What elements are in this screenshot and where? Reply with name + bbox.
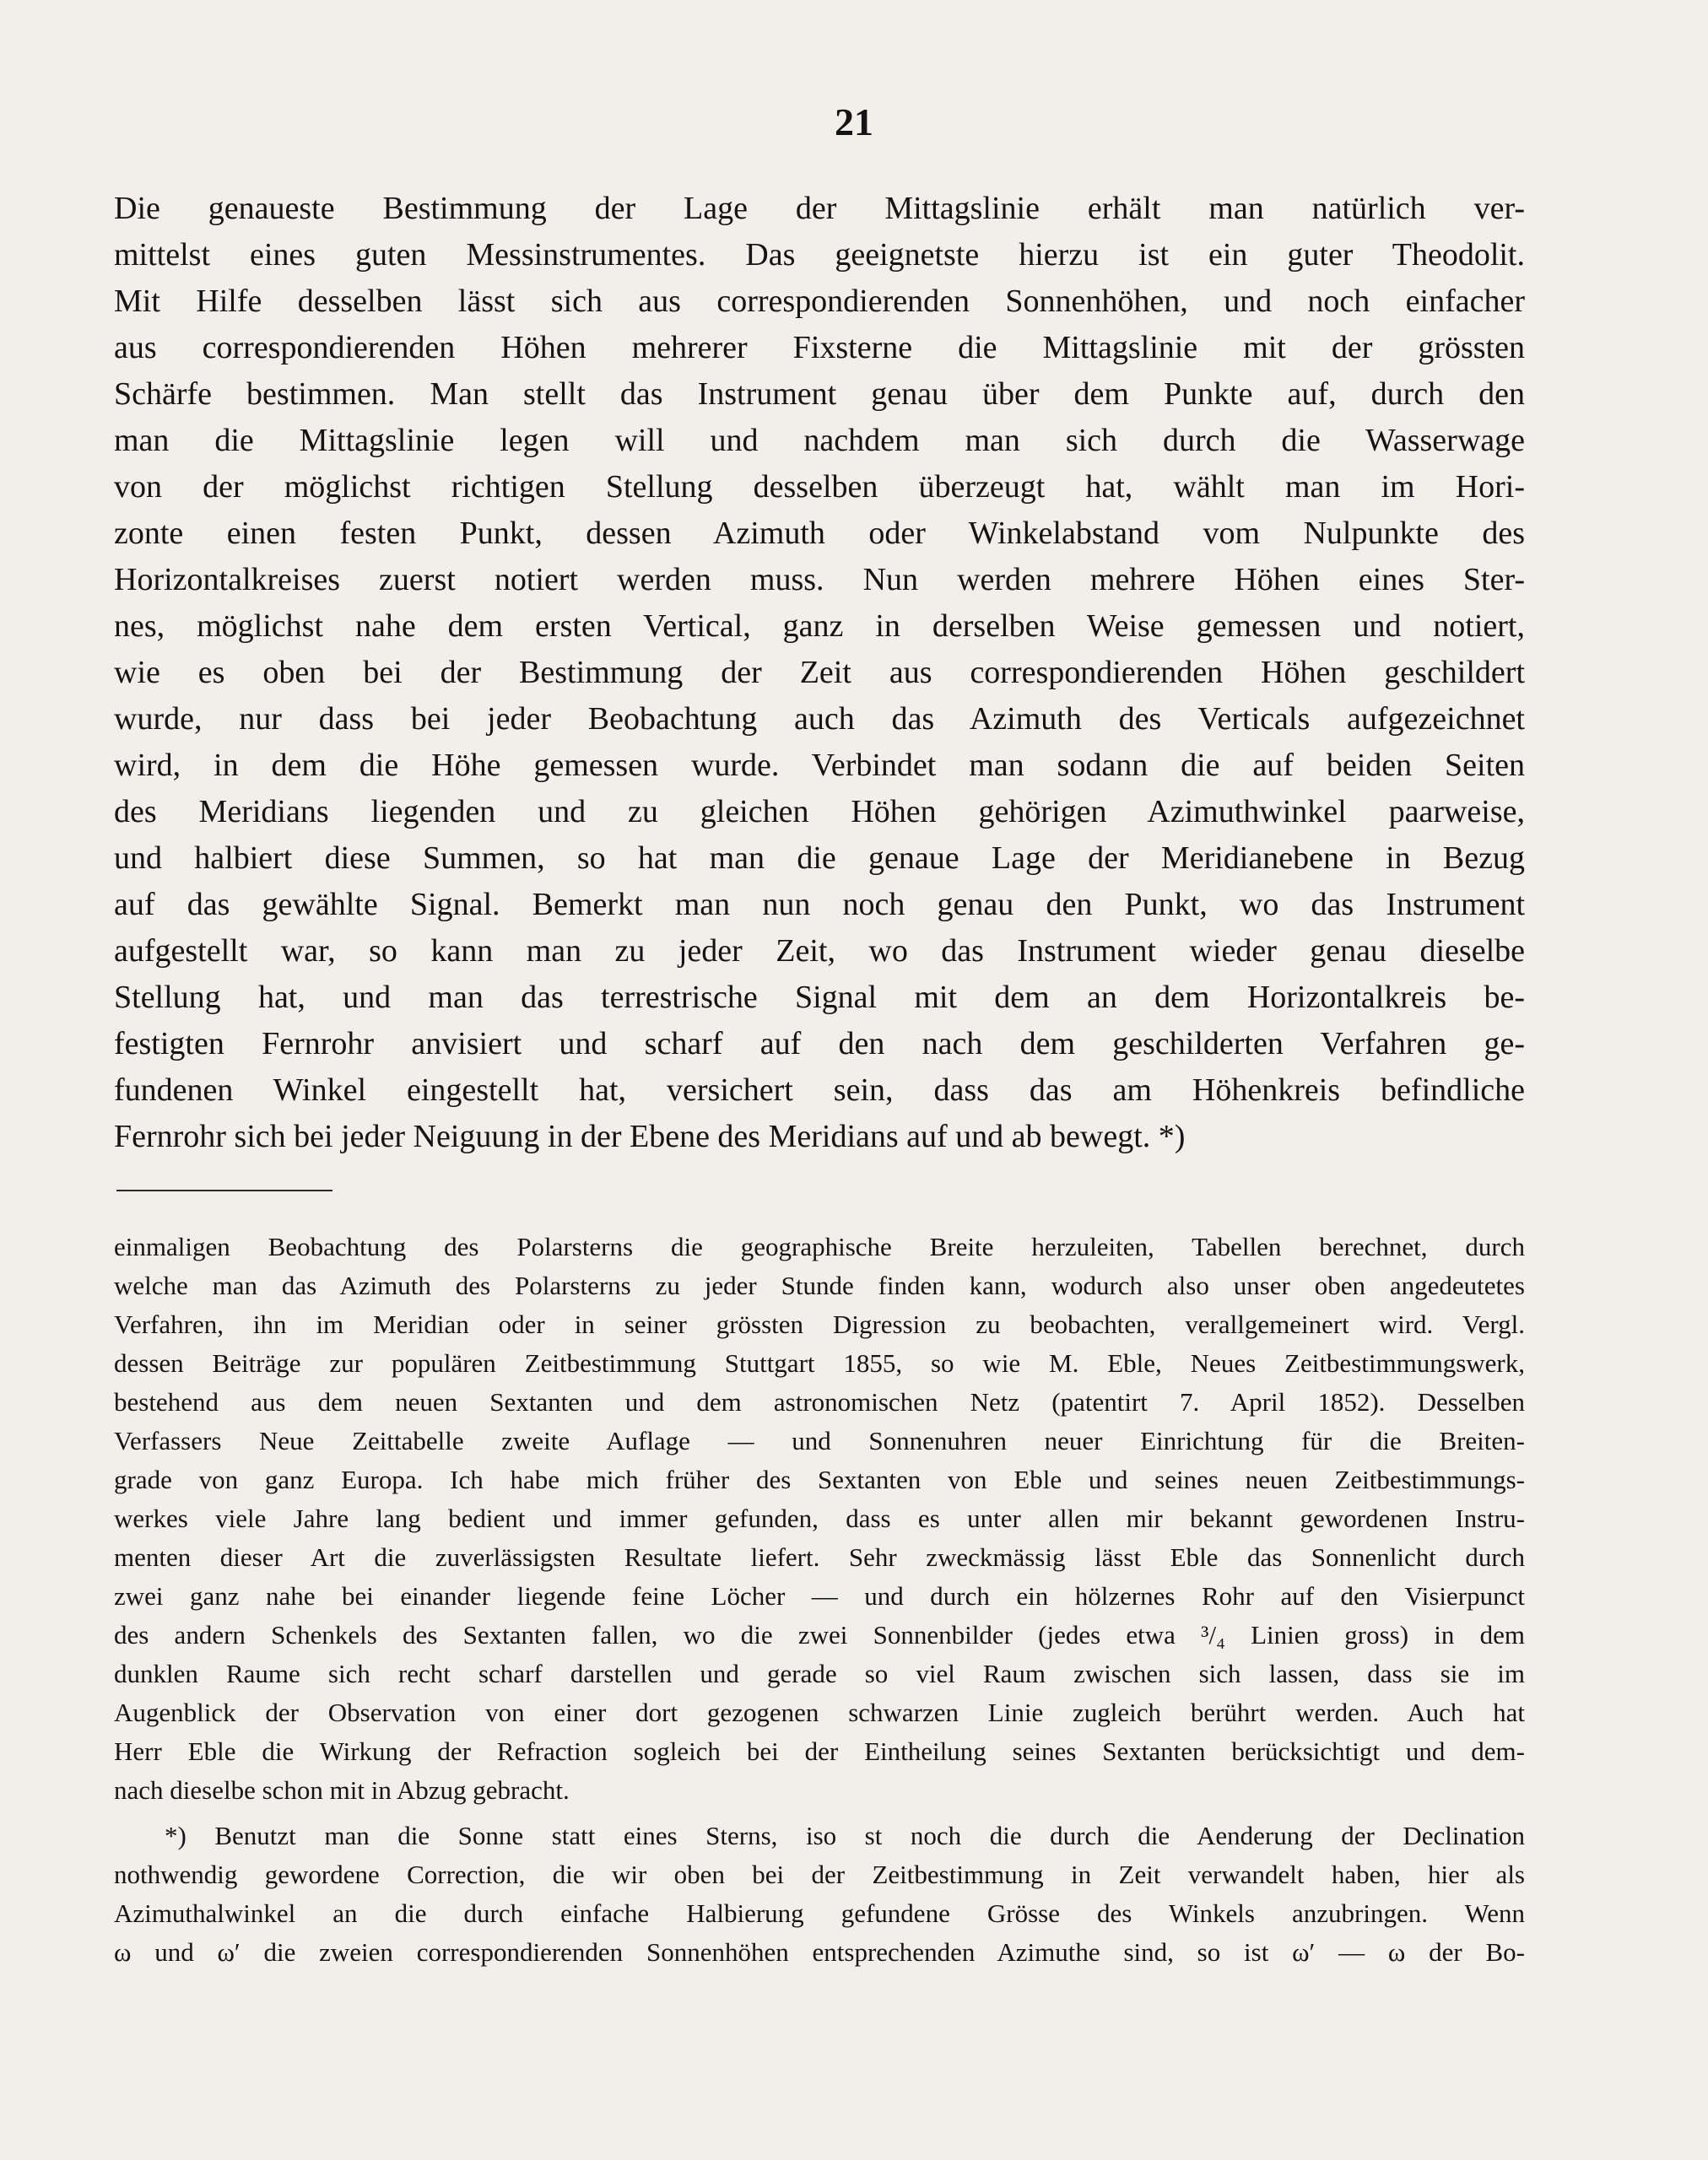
footnote-line: menten dieser Art die zuverlässigsten Resultate liefert. Sehr zweckmässig lässt Eble das Sonnenlicht durch bbox=[114, 1542, 1525, 1572]
footnote-divider bbox=[116, 1190, 332, 1191]
footnote-line: Herr Eble die Wirkung der Refraction sogleich bei der Eintheilung seines Sextanten berücksichtigt und dem- bbox=[114, 1736, 1525, 1766]
footnote-line: Verfahren, ihn im Meridian oder in seiner grössten Digression zu beobachten, verallgemeinert wird. Vergl. bbox=[114, 1310, 1525, 1339]
text-line: Die genaueste Bestimmung der Lage der Mittagslinie erhält man natürlich ver- bbox=[114, 191, 1525, 226]
footnote-line: Augenblick der Observation von einer dort gezogenen schwarzen Linie zugleich berührt werden. Auch hat bbox=[114, 1698, 1525, 1727]
footnote-line: dunklen Raume sich recht scharf darstellen und gerade so viel Raum zwischen sich lassen, dass sie im bbox=[114, 1659, 1525, 1688]
text-line: Horizontalkreises zuerst notiert werden muss. Nun werden mehrere Höhen eines Ster- bbox=[114, 562, 1525, 597]
text-line: Mit Hilfe desselben lässt sich aus correspondierenden Sonnenhöhen, und noch einfacher bbox=[114, 284, 1525, 319]
text-line: Schärfe bestimmen. Man stellt das Instrument genau über dem Punkte auf, durch den bbox=[114, 376, 1525, 412]
footnote-line: bestehend aus dem neuen Sextanten und dem astronomischen Netz (patentirt 7. April 1852). Desselben bbox=[114, 1387, 1525, 1417]
text-line: mittelst eines guten Messinstrumentes. Das geeignetste hierzu ist ein guter Theodolit. bbox=[114, 237, 1525, 273]
footnote-star-line: Azimuthalwinkel an die durch einfache Halbierung gefundene Grösse des Winkels anzubringen. Wenn bbox=[114, 1898, 1525, 1928]
text-line: zonte einen festen Punkt, dessen Azimuth oder Winkelabstand vom Nulpunkte des bbox=[114, 516, 1525, 551]
text-line: Fernrohr sich bei jeder Neiguung in der Ebene des Meridians auf und ab bewegt. *) bbox=[114, 1119, 1186, 1154]
text-line: nes, möglichst nahe dem ersten Vertical, ganz in derselben Weise gemessen und notiert, bbox=[114, 608, 1525, 644]
footnote-star-line: ω und ω′ die zweien correspondierenden Sonnenhöhen entsprechenden Azimuthe sind, so ist ω′ — ω der Bo- bbox=[114, 1937, 1525, 1967]
footnote-line: einmaligen Beobachtung des Polarsterns die geographische Breite herzuleiten, Tabellen berechnet, durch bbox=[114, 1232, 1525, 1261]
footnote-line: des andern Schenkels des Sextanten fallen, wo die zwei Sonnenbilder (jedes etwa ³/₄ Linien gross) in dem bbox=[114, 1620, 1525, 1650]
text-line: fundenen Winkel eingestellt hat, versichert sein, dass das am Höhenkreis befindliche bbox=[114, 1072, 1525, 1108]
text-line: des Meridians liegenden und zu gleichen Höhen gehörigen Azimuthwinkel paarweise, bbox=[114, 794, 1525, 829]
text-line: und halbiert diese Summen, so hat man die genaue Lage der Meridianebene in Bezug bbox=[114, 840, 1525, 876]
text-line: auf das gewählte Signal. Bemerkt man nun noch genau den Punkt, wo das Instrument bbox=[114, 887, 1525, 922]
text-line: wie es oben bei der Bestimmung der Zeit aus correspondierenden Höhen geschildert bbox=[114, 655, 1525, 690]
text-line: wurde, nur dass bei jeder Beobachtung auch das Azimuth des Verticals aufgezeichnet bbox=[114, 701, 1525, 737]
footnotes bbox=[114, 1228, 1525, 1972]
footnote-line: grade von ganz Europa. Ich habe mich früher des Sextanten von Eble und seines neuen Zeitbestimmungs- bbox=[114, 1465, 1525, 1494]
footnote-line: dessen Beiträge zur populären Zeitbestimmung Stuttgart 1855, so wie M. Eble, Neues Zeitbestimmungswerk, bbox=[114, 1348, 1525, 1378]
text-line: Stellung hat, und man das terrestrische Signal mit dem an dem Horizontalkreis be- bbox=[114, 980, 1525, 1015]
footnote-star-line: *) Benutzt man die Sonne statt eines Sterns, iso st noch die durch die Aenderung der Declination bbox=[165, 1821, 1525, 1850]
text-line: von der möglichst richtigen Stellung desselben überzeugt hat, wählt man im Hori- bbox=[114, 469, 1525, 505]
text-line: man die Mittagslinie legen will und nachdem man sich durch die Wasserwage bbox=[114, 423, 1525, 458]
footnote-line: welche man das Azimuth des Polarsterns zu jeder Stunde finden kann, wodurch also unser oben angedeutetes bbox=[114, 1271, 1525, 1300]
text-line: aus correspondierenden Höhen mehrerer Fixsterne die Mittagslinie mit der grössten bbox=[114, 330, 1525, 365]
text-line: festigten Fernrohr anvisiert und scharf auf den nach dem geschilderten Verfahren ge- bbox=[114, 1026, 1525, 1061]
footnote-line: werkes viele Jahre lang bedient und immer gefunden, dass es unter allen mir bekannt gewordenen Instru- bbox=[114, 1504, 1525, 1533]
main-paragraph bbox=[114, 186, 1525, 1160]
page-number: 21 bbox=[835, 100, 873, 143]
text-line: wird, in dem die Höhe gemessen wurde. Verbindet man sodann die auf beiden Seiten bbox=[114, 748, 1525, 783]
footnote-star-line: nothwendig gewordene Correction, die wir oben bei der Zeitbestimmung in Zeit verwandelt haben, hier als bbox=[114, 1860, 1525, 1889]
footnote-line: nach dieselbe schon mit in Abzug gebracht. bbox=[114, 1775, 570, 1805]
footnote-line: zwei ganz nahe bei einander liegende feine Löcher — und durch ein hölzernes Rohr auf den Visierpunct bbox=[114, 1581, 1525, 1611]
footnote-line: Verfassers Neue Zeittabelle zweite Auflage — und Sonnenuhren neuer Einrichtung für die Breiten- bbox=[114, 1426, 1525, 1455]
text-line: aufgestellt war, so kann man zu jeder Zeit, wo das Instrument wieder genau dieselbe bbox=[114, 933, 1525, 969]
